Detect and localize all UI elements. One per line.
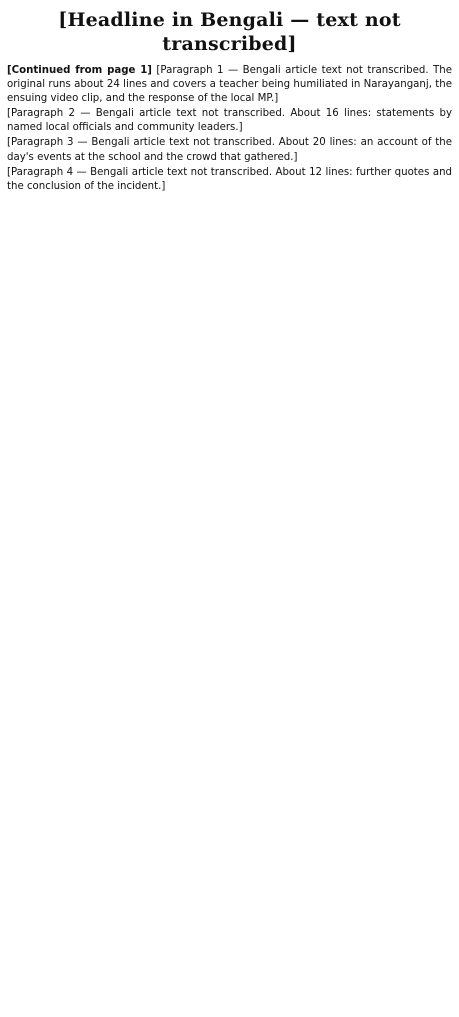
paragraph-text: [Paragraph 1 — Bengali article text not transcribed. The original runs about 24 lines and covers a teacher being humiliated in Narayanganj, the ensuing video clip, and the response of the local MP.] [7, 65, 452, 105]
article-body [7, 64, 452, 194]
continuation-label: [Continued from page 1] [7, 65, 152, 76]
paragraph-text: [Paragraph 3 — Bengali article text not transcribed. About 20 lines: an account of the day's events at the school and the crowd that gathered.] [7, 137, 452, 163]
article-paragraph-3 [7, 136, 452, 164]
paragraph-text: [Paragraph 4 — Bengali article text not transcribed. About 12 lines: further quotes and the conclusion of the incident.] [7, 166, 452, 192]
article-paragraph-4 [7, 166, 452, 194]
article-paragraph-2 [7, 107, 452, 135]
article-paragraph-1 [7, 64, 452, 106]
article-headline: [Headline in Bengali — text not transcribed] [58, 9, 401, 55]
paragraph-text: [Paragraph 2 — Bengali article text not transcribed. About 16 lines: statements by named local officials and community leaders.] [7, 108, 452, 134]
